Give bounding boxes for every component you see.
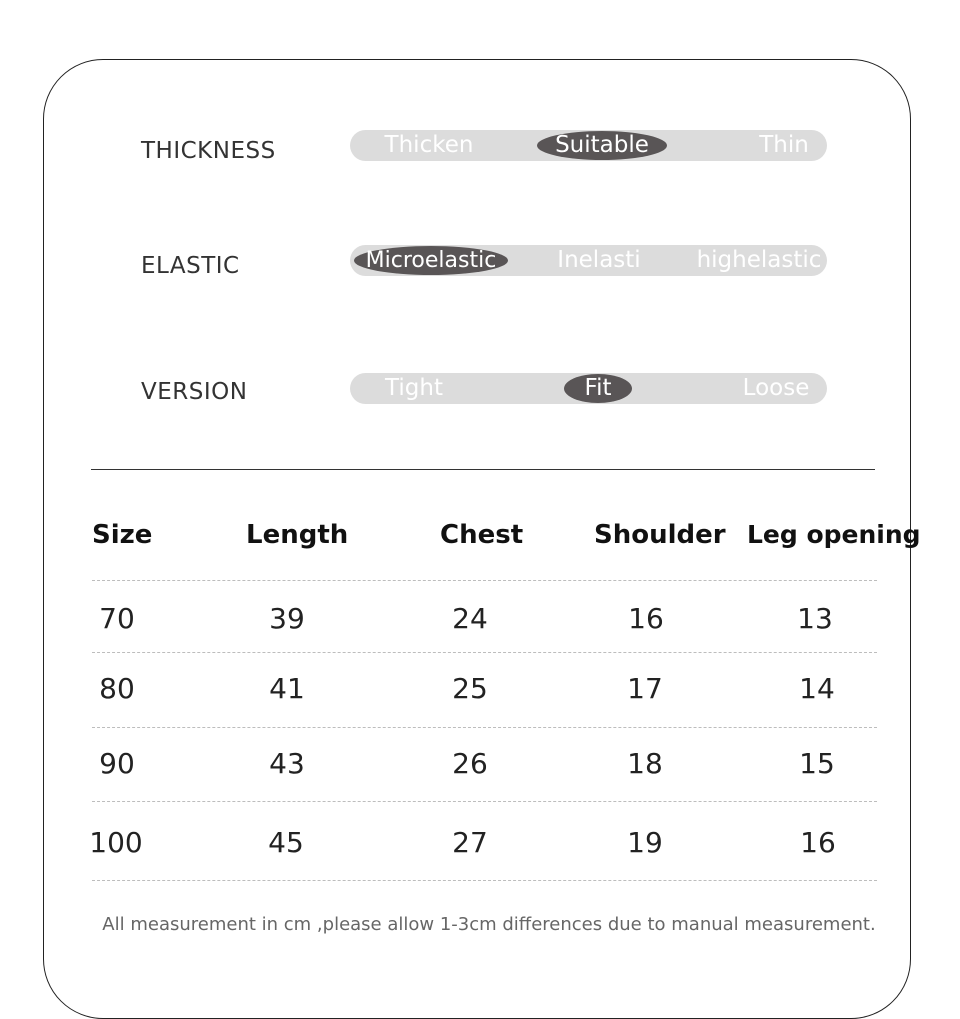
attribute-label: ELASTIC [141,253,240,279]
option-thin: Thin [759,132,809,158]
cell-size: 100 [89,826,143,859]
thickness-scale [350,130,827,161]
attribute-thickness [0,130,960,162]
cell-leg-opening: 14 [799,672,835,705]
row-separator [92,880,877,881]
cell-size: 80 [99,672,135,705]
row-separator [92,580,877,581]
attribute-elastic [0,245,960,277]
attribute-label: VERSION [141,379,248,405]
cell-shoulder: 19 [627,826,663,859]
option-suitable-selected: Suitable [537,131,667,160]
cell-length: 43 [269,747,305,780]
option-microelastic-selected: Microelastic [354,246,508,275]
cell-shoulder: 18 [627,747,663,780]
cell-length: 39 [269,602,305,635]
row-separator [92,652,877,653]
header-shoulder: Shoulder [594,520,726,550]
measurement-note: All measurement in cm ,please allow 1-3cm differences due to manual measurement. [102,914,876,935]
header-chest: Chest [440,520,524,550]
cell-leg-opening: 16 [800,826,836,859]
header-length: Length [246,520,349,550]
cell-leg-opening: 15 [799,747,835,780]
cell-chest: 26 [452,747,488,780]
cell-leg-opening: 13 [797,602,833,635]
option-fit-selected: Fit [564,374,632,403]
cell-chest: 25 [452,672,488,705]
option-highelastic: highelastic [696,247,822,273]
header-leg-opening: Leg opening [747,520,921,549]
cell-size: 90 [99,747,135,780]
option-inelastic: Inelasti [557,247,641,273]
cell-length: 41 [269,672,305,705]
row-separator [92,801,877,802]
cell-size: 70 [99,602,135,635]
option-tight: Tight [385,375,443,401]
attribute-version [0,373,960,405]
version-scale [350,373,827,404]
cell-chest: 27 [452,826,488,859]
elastic-scale [350,245,827,276]
option-thicken: Thicken [384,132,474,158]
cell-shoulder: 16 [628,602,664,635]
option-loose: Loose [742,375,810,401]
header-size: Size [92,520,153,550]
row-separator [92,727,877,728]
cell-chest: 24 [452,602,488,635]
cell-length: 45 [268,826,304,859]
attribute-label: THICKNESS [141,138,276,164]
section-divider [91,469,875,470]
cell-shoulder: 17 [627,672,663,705]
